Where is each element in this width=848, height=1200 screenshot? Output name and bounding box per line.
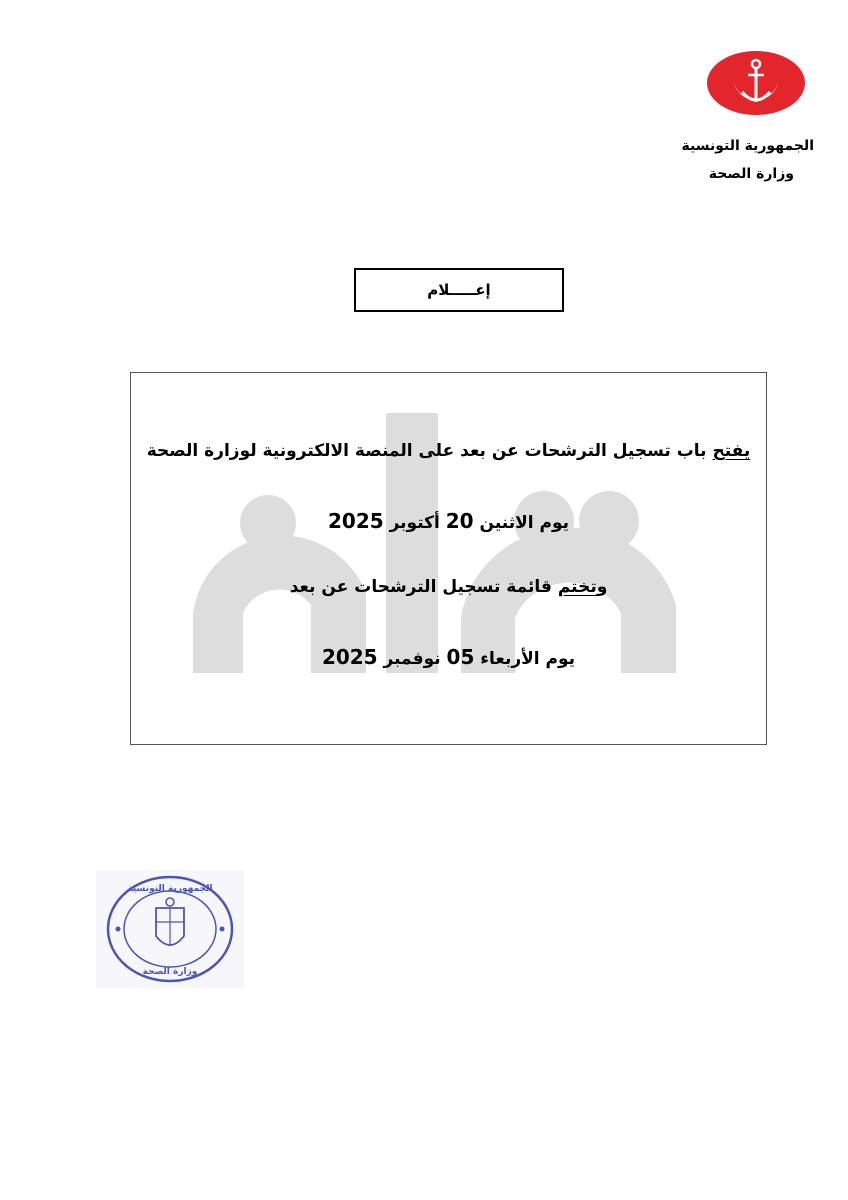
announcement-title-box xyxy=(354,268,564,312)
closing-day: 05 xyxy=(446,645,475,669)
notice-line-opening-date xyxy=(131,509,766,533)
notice-line-closing xyxy=(131,577,766,597)
closing-word: تختم xyxy=(557,577,597,597)
ministry-logo-icon xyxy=(706,50,806,116)
opening-text: باب تسجيل الترشحات عن بعد على المنصة الالكترونية لوزارة الصحة xyxy=(146,441,713,461)
closing-year: 2025 xyxy=(321,645,378,669)
opening-month: أكتوبر xyxy=(383,513,446,533)
closing-weekday: يوم الأربعاء xyxy=(474,649,576,669)
closing-month: نوفمبر xyxy=(377,649,447,669)
ministry-name: وزارة الصحة xyxy=(708,166,794,182)
closing-prefix: و xyxy=(596,577,608,597)
closing-text: قائمة تسجيل الترشحات عن بعد xyxy=(289,577,558,597)
opening-year: 2025 xyxy=(327,509,384,533)
notice-line-opening xyxy=(131,441,766,461)
country-name: الجمهورية التونسية xyxy=(681,138,814,154)
opening-word: يفتح xyxy=(712,441,751,461)
stamp-bottom-text: وزارة الصحة xyxy=(142,967,198,977)
official-stamp-icon xyxy=(96,870,244,988)
notice-line-closing-date xyxy=(131,645,766,669)
opening-day: 20 xyxy=(445,509,474,533)
opening-weekday: يوم الاثنين xyxy=(473,513,569,533)
stamp-top-text: الجمهورية التونسية xyxy=(127,884,213,894)
notice-box xyxy=(130,372,767,745)
watermark-icon xyxy=(131,373,767,745)
announcement-title: إعـــــلام xyxy=(427,281,491,299)
header-text xyxy=(614,132,814,188)
